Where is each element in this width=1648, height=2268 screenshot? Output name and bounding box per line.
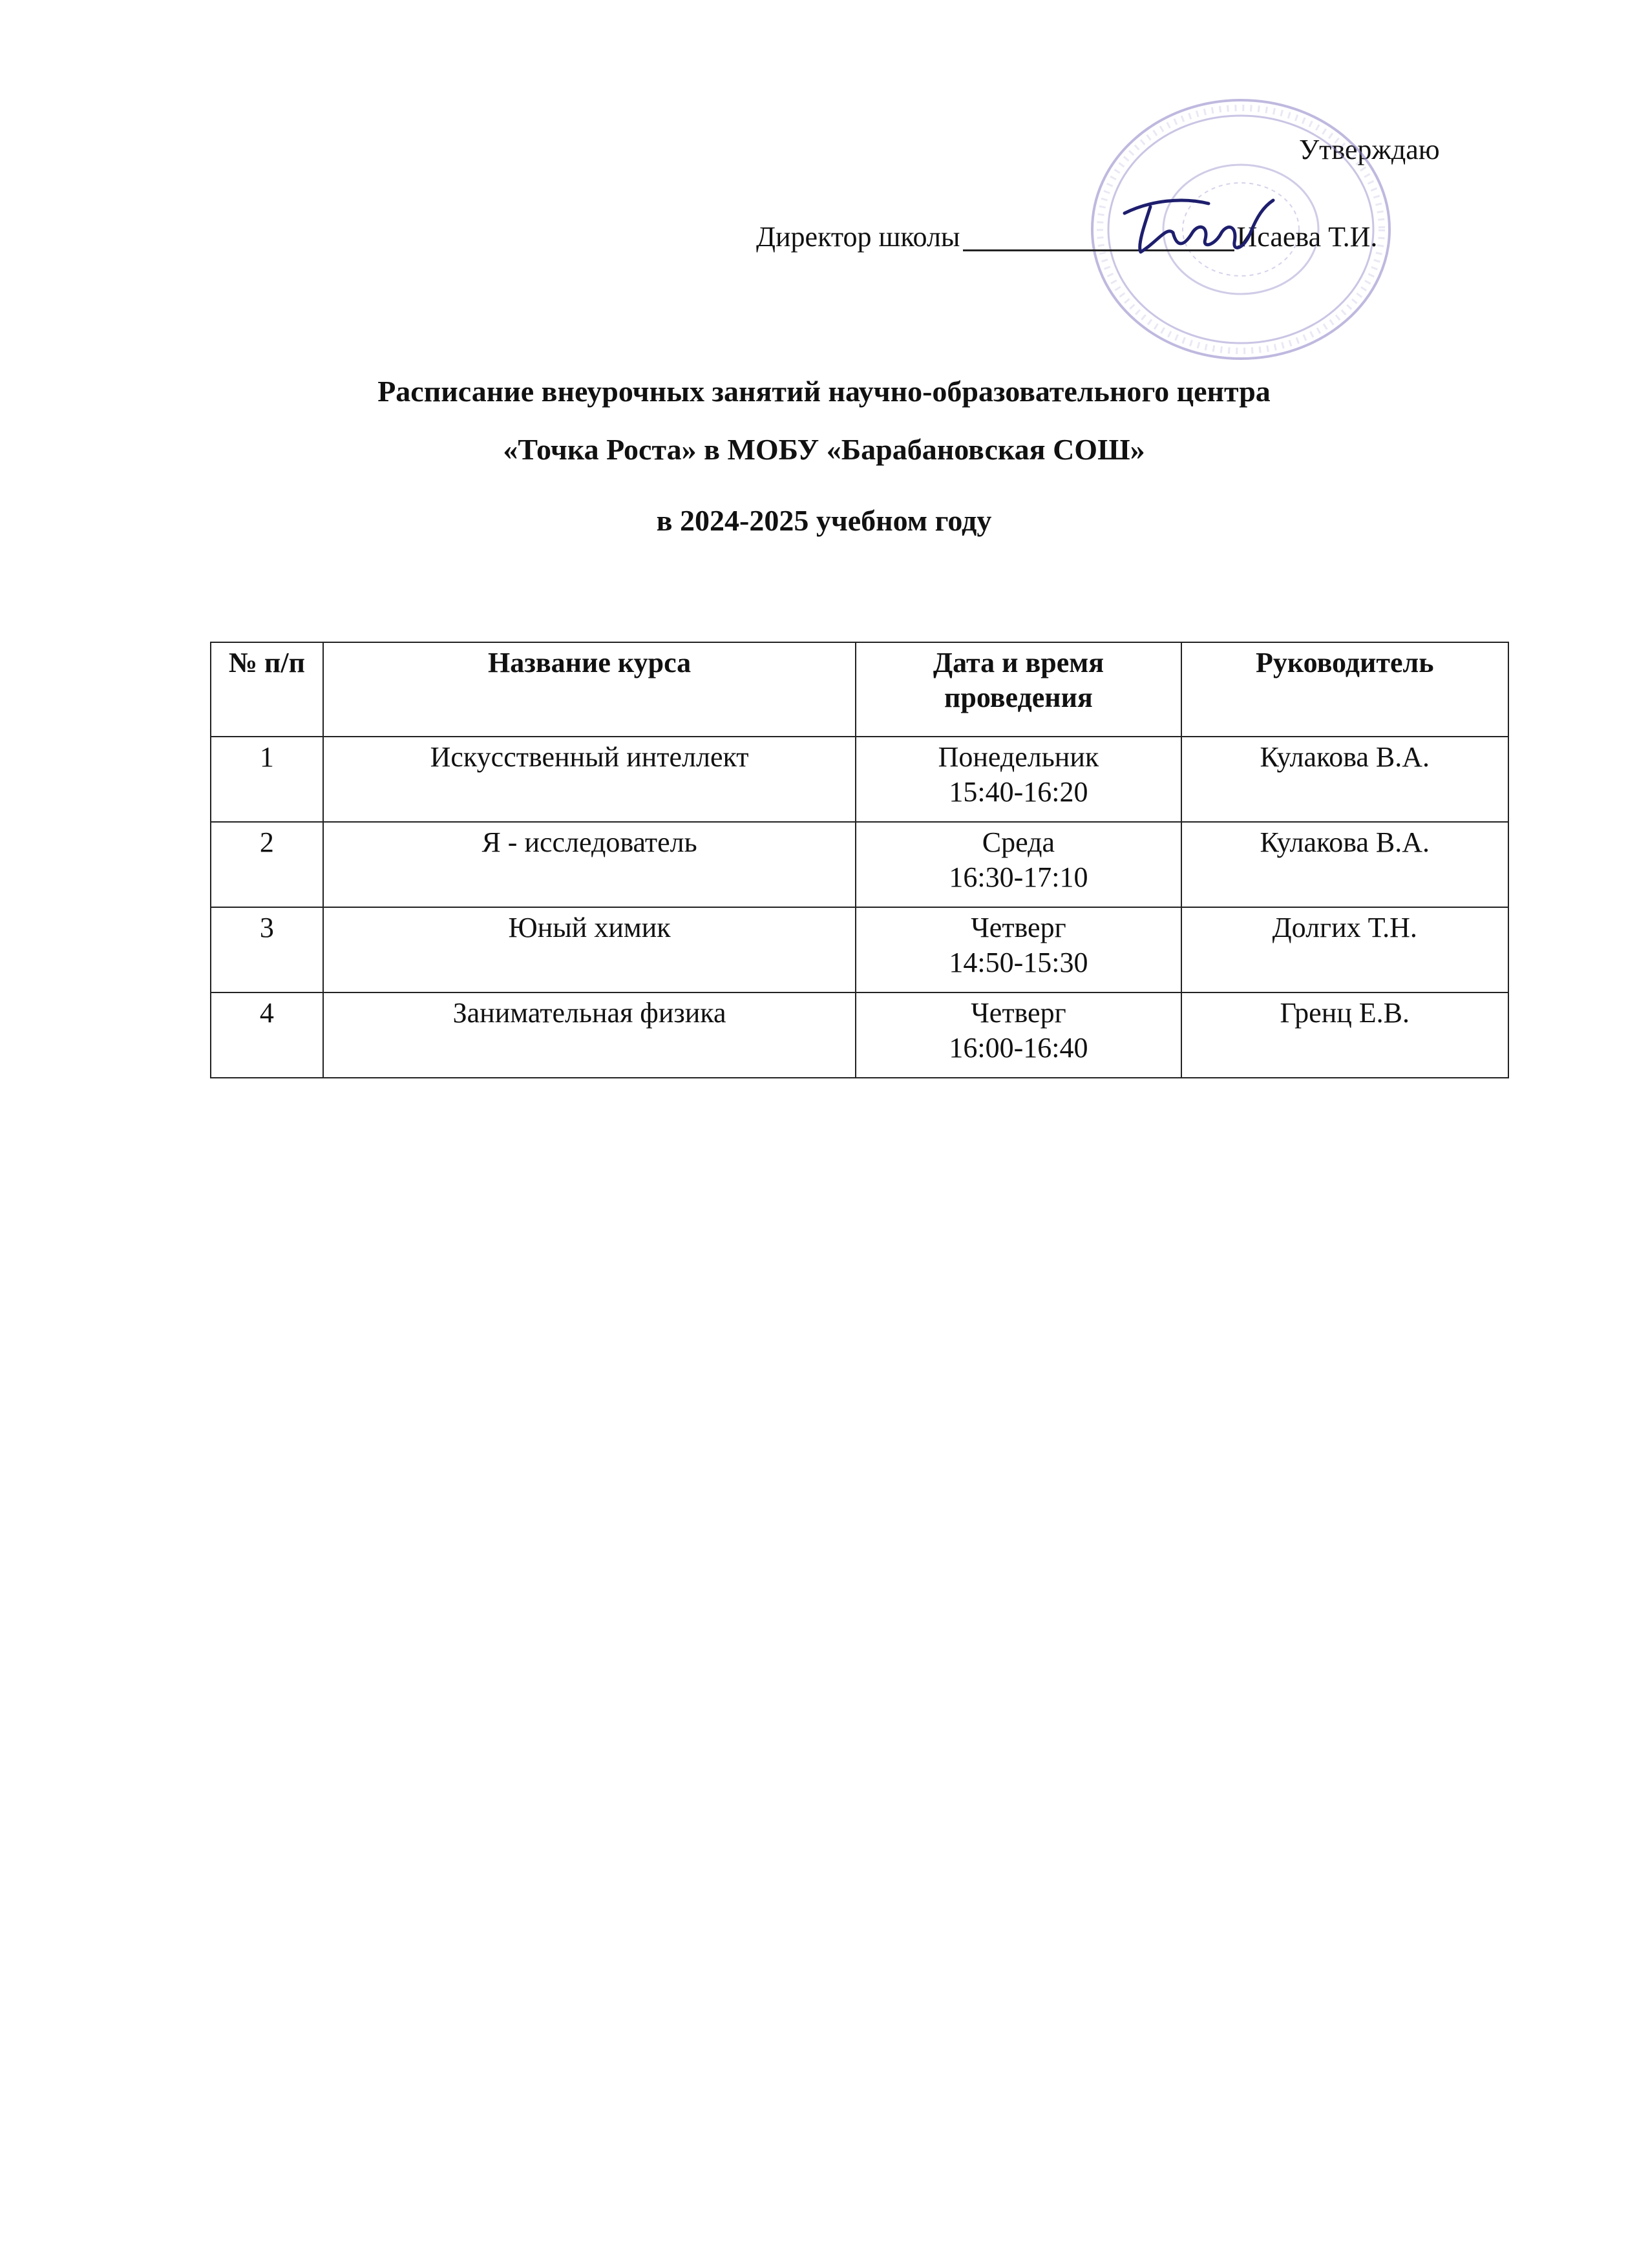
row-time: 14:50-15:30 [949,946,1088,978]
schedule-table [210,642,1509,1078]
header-num: № п/п [211,642,323,737]
row-leader: Кулакова В.А. [1181,737,1508,822]
table-row [211,907,1508,992]
row-leader: Долгих Т.Н. [1181,907,1508,992]
row-course: Искусственный интеллект [323,737,856,822]
row-num: 2 [211,822,323,907]
row-time: 16:00-16:40 [949,1031,1088,1064]
row-day: Четверг [971,997,1066,1029]
row-day: Понедельник [938,741,1099,773]
document-title-line-1: Расписание внеурочных занятий научно-образовательного центра [377,375,1271,408]
row-num: 1 [211,737,323,822]
row-time: 15:40-16:20 [949,775,1088,808]
director-label: Директор школы [756,221,960,253]
row-datetime [856,737,1181,822]
director-signature [1112,187,1280,265]
row-datetime [856,907,1181,992]
row-day: Среда [982,826,1055,858]
row-datetime [856,992,1181,1078]
header-course: Название курса [323,642,856,737]
header-leader: Руководитель [1181,642,1508,737]
row-course: Я - исследователь [323,822,856,907]
row-num: 3 [211,907,323,992]
director-signature-line [756,223,1377,251]
table-row [211,822,1508,907]
table-row [211,737,1508,822]
row-datetime [856,822,1181,907]
row-num: 4 [211,992,323,1078]
row-leader: Кулакова В.А. [1181,822,1508,907]
director-name: Исаева Т.И. [1236,221,1378,253]
row-time: 16:30-17:10 [949,861,1088,893]
document-title-line-3: в 2024-2025 учебном году [656,504,992,537]
table-header-row [211,642,1508,737]
row-course: Юный химик [323,907,856,992]
table-row [211,992,1508,1078]
row-day: Четверг [971,912,1066,943]
row-leader: Гренц Е.В. [1181,992,1508,1078]
row-course: Занимательная физика [323,992,856,1078]
header-datetime: Дата и время проведения [856,642,1181,737]
document-title-line-2: «Точка Роста» в МОБУ «Барабановская СОШ» [503,433,1145,466]
approval-label: Утверждаю [1299,134,1440,165]
